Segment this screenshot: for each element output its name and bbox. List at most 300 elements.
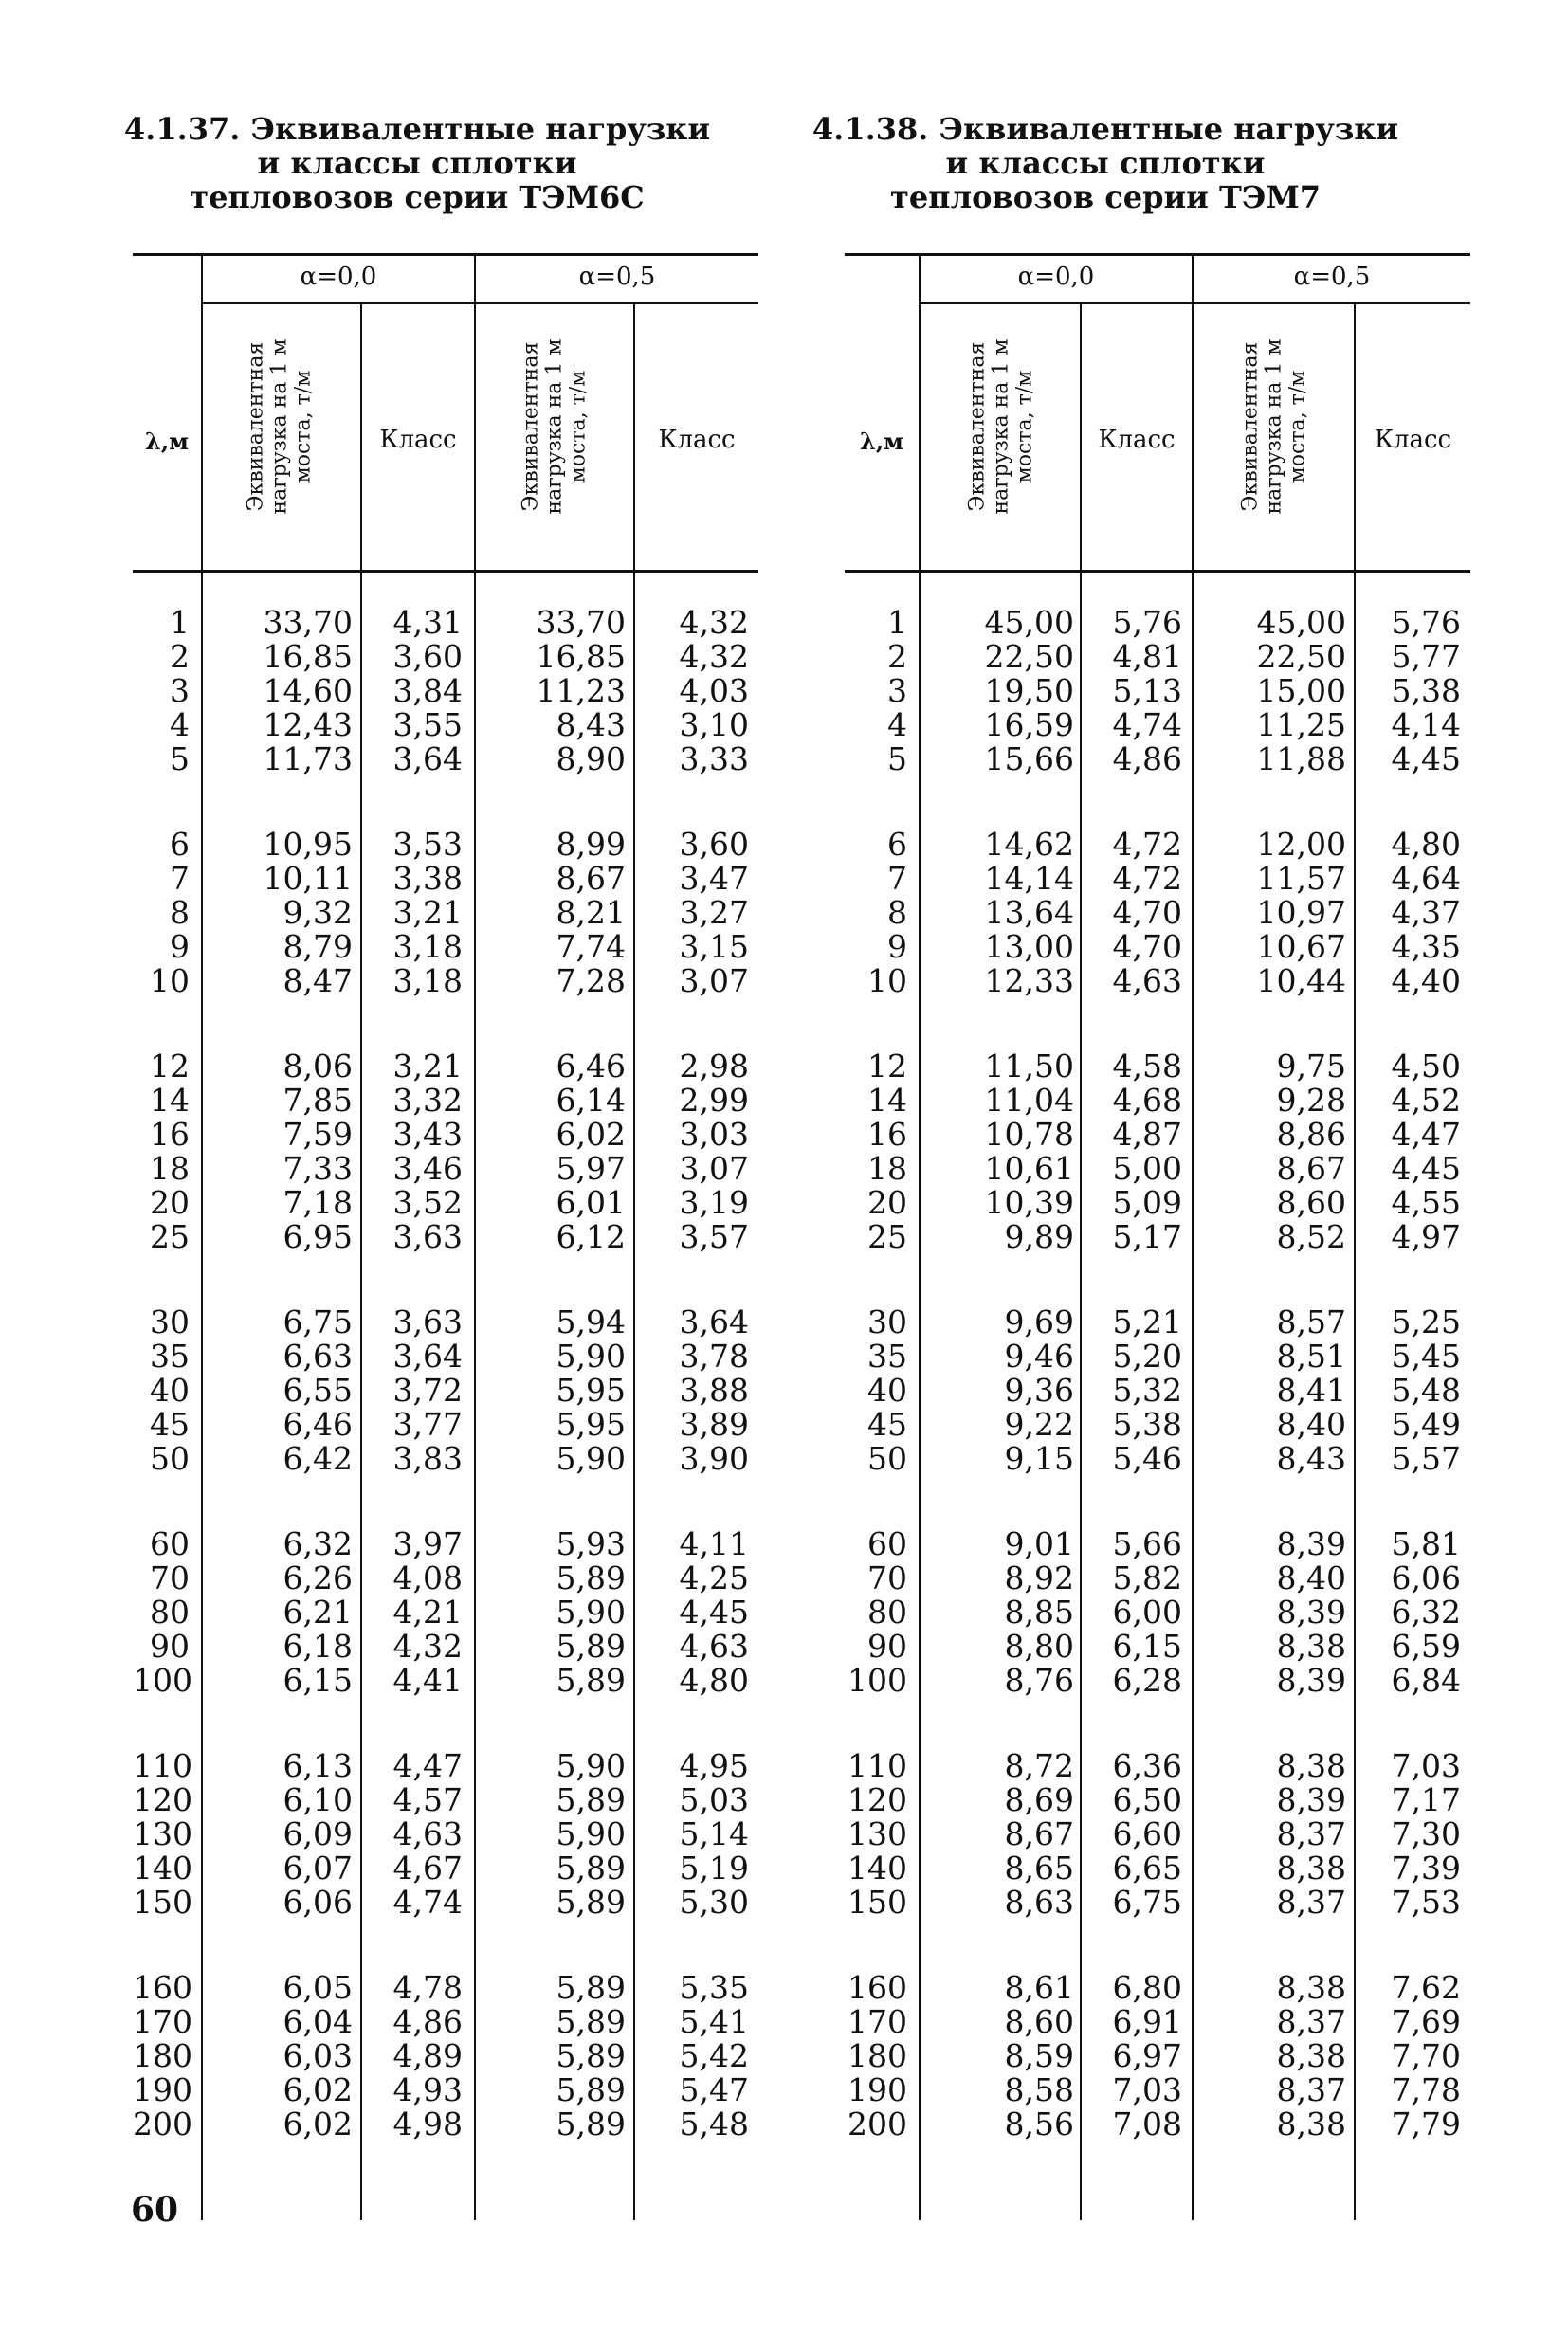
equiv-load-a05-cell: 8,21: [556, 894, 626, 931]
class-a0-cell: 4,68: [1112, 1082, 1182, 1119]
class-a0-cell: 3,64: [392, 1338, 463, 1375]
equiv-load-a05-cell: 16,85: [536, 638, 626, 675]
span-cell: 30: [867, 1304, 907, 1340]
class-a0-cell: 5,09: [1112, 1184, 1182, 1221]
class-a0-cell: 3,97: [392, 1525, 463, 1562]
class-a05-cell: 3,64: [679, 1304, 749, 1340]
class-a05-cell: 5,47: [679, 2071, 749, 2108]
table-row: [133, 896, 758, 930]
table-row: [845, 1749, 1470, 1783]
class-a05-cell: 6,06: [1391, 1559, 1461, 1596]
class-header: Класс: [1098, 426, 1176, 454]
table-row: [845, 2039, 1470, 2073]
span-cell: 200: [133, 2106, 192, 2142]
equiv-load-a05-cell: 8,38: [1276, 1628, 1346, 1665]
class-a05-cell: 3,57: [679, 1218, 749, 1255]
table-row: [133, 1561, 758, 1595]
span-cell: 6: [887, 826, 907, 863]
span-cell: 35: [150, 1338, 190, 1375]
table-tem6s: [133, 253, 758, 2220]
class-a05-cell: 5,41: [679, 2003, 749, 2040]
class-a0-cell: 4,58: [1112, 1048, 1182, 1085]
equiv-load-a05-cell: 5,89: [556, 1850, 626, 1887]
equiv-load-a05-cell: 8,38: [1276, 1969, 1346, 2006]
table-row: [845, 1340, 1470, 1374]
header-bottom-rule: [845, 570, 1470, 573]
table-row: [133, 1527, 758, 1561]
table-row: [133, 1630, 758, 1664]
table-row: [133, 2039, 758, 2073]
class-a05-cell: 4,55: [1391, 1184, 1461, 1221]
equiv-load-a05-cell: 5,90: [556, 1747, 626, 1784]
equiv-load-a0-cell: 9,36: [1004, 1372, 1074, 1409]
class-a05-cell: 3,90: [679, 1440, 749, 1477]
equiv-load-a05-cell: 5,89: [556, 2071, 626, 2108]
class-a0-cell: 3,53: [392, 826, 463, 863]
row-group: [845, 1049, 1470, 1254]
span-cell: 18: [867, 1150, 907, 1187]
span-cell: 120: [133, 1781, 192, 1818]
equiv-load-a05-cell: 8,39: [1276, 1594, 1346, 1631]
class-a0-cell: 5,13: [1112, 672, 1182, 709]
class-a05-cell: 6,32: [1391, 1594, 1461, 1631]
class-a05-cell: 4,45: [1391, 740, 1461, 777]
equiv-load-a0-cell: 8,76: [1004, 1662, 1074, 1699]
class-a0-cell: 4,78: [392, 1969, 463, 2006]
equiv-load-a05-cell: 8,40: [1276, 1559, 1346, 1596]
class-a0-cell: 5,66: [1112, 1525, 1182, 1562]
span-cell: 6: [170, 826, 190, 863]
class-a0-cell: 5,32: [1112, 1372, 1182, 1409]
class-a05-cell: 5,48: [679, 2106, 749, 2142]
equiv-load-a05-cell: 45,00: [1256, 604, 1346, 641]
span-cell: 170: [133, 2003, 192, 2040]
row-group: [133, 606, 758, 776]
class-a05-cell: 5,19: [679, 1850, 749, 1887]
class-a05-cell: 7,03: [1391, 1747, 1461, 1784]
class-a05-cell: 3,19: [679, 1184, 749, 1221]
class-a0-cell: 5,00: [1112, 1150, 1182, 1187]
equiv-load-a05-cell: 9,75: [1276, 1048, 1346, 1085]
equiv-load-header: Эквивалентная нагрузка на 1 м моста, т/м: [1238, 338, 1310, 515]
class-a0-cell: 6,28: [1112, 1662, 1182, 1699]
equiv-load-a0-cell: 33,70: [263, 604, 353, 641]
equiv-load-a0-cell: 9,69: [1004, 1304, 1074, 1340]
span-cell: 40: [867, 1372, 907, 1409]
equiv-load-a0-cell: 6,02: [283, 2071, 353, 2108]
class-a0-cell: 6,80: [1112, 1969, 1182, 2006]
class-a0-cell: 4,21: [392, 1594, 463, 1631]
class-a0-cell: 4,86: [1112, 740, 1182, 777]
class-a05-cell: 3,88: [679, 1372, 749, 1409]
class-a05-cell: 4,32: [679, 604, 749, 641]
span-cell: 200: [848, 2106, 907, 2142]
table-row: [845, 640, 1470, 674]
span-cell: 14: [867, 1082, 907, 1119]
equiv-load-a05-cell: 11,88: [1256, 740, 1346, 777]
equiv-load-a05-cell: 8,86: [1276, 1116, 1346, 1153]
class-a05-cell: 4,95: [679, 1747, 749, 1784]
table-row: [845, 1220, 1470, 1254]
span-cell: 1: [887, 604, 907, 641]
class-a05-cell: 4,35: [1391, 928, 1461, 965]
equiv-load-a05-cell: 5,89: [556, 1628, 626, 1665]
table-row: [845, 1664, 1470, 1698]
table-body: [133, 606, 758, 2193]
equiv-load-a0-cell: 10,78: [984, 1116, 1074, 1153]
class-a05-cell: 2,99: [679, 1082, 749, 1119]
table-row: [133, 1152, 758, 1186]
class-a0-cell: 4,63: [1112, 962, 1182, 999]
span-cell: 8: [170, 894, 190, 931]
table-row: [845, 1630, 1470, 1664]
equiv-load-a05-cell: 5,90: [556, 1594, 626, 1631]
class-a05-cell: 7,53: [1391, 1884, 1461, 1921]
equiv-load-a05-cell: 5,90: [556, 1338, 626, 1375]
table-row: [845, 1152, 1470, 1186]
class-a0-cell: 3,55: [392, 706, 463, 743]
equiv-load-a0-cell: 9,46: [1004, 1338, 1074, 1375]
class-a0-cell: 4,32: [392, 1628, 463, 1665]
class-a05-cell: 3,89: [679, 1406, 749, 1443]
class-a0-cell: 4,41: [392, 1662, 463, 1699]
span-cell: 60: [150, 1525, 190, 1562]
class-a0-cell: 4,74: [392, 1884, 463, 1921]
span-cell: 16: [150, 1116, 190, 1153]
span-cell: 2: [887, 638, 907, 675]
equiv-load-a05-cell: 5,95: [556, 1406, 626, 1443]
equiv-load-a05-cell: 8,40: [1276, 1406, 1346, 1443]
equiv-load-a0-cell: 45,00: [984, 604, 1074, 641]
equiv-load-a0-cell: 8,58: [1004, 2071, 1074, 2108]
caption-line: тепловозов серии ТЭМ6С: [190, 179, 645, 215]
class-a0-cell: 3,52: [392, 1184, 463, 1221]
span-cell: 190: [848, 2071, 907, 2108]
class-a0-cell: 3,18: [392, 962, 463, 999]
equiv-load-a05-cell: 8,51: [1276, 1338, 1346, 1375]
span-cell: 7: [170, 860, 190, 897]
class-a0-cell: 4,72: [1112, 860, 1182, 897]
table-row: [133, 1340, 758, 1374]
equiv-load-a05-cell: 5,89: [556, 1559, 626, 1596]
class-a0-cell: 6,75: [1112, 1884, 1182, 1921]
equiv-load-a0-cell: 8,63: [1004, 1884, 1074, 1921]
class-a05-cell: 5,81: [1391, 1525, 1461, 1562]
span-cell: 130: [848, 1815, 907, 1852]
equiv-load-a0-cell: 22,50: [984, 638, 1074, 675]
table-row: [845, 1084, 1470, 1118]
equiv-load-header: Эквивалентная нагрузка на 1 м моста, т/м: [519, 338, 591, 515]
class-a05-cell: 3,03: [679, 1116, 749, 1153]
equiv-load-a0-cell: 6,75: [283, 1304, 353, 1340]
class-a05-cell: 5,35: [679, 1969, 749, 2006]
class-a05-cell: 3,27: [679, 894, 749, 931]
class-a05-cell: 4,45: [679, 1594, 749, 1631]
class-a0-cell: 6,60: [1112, 1815, 1182, 1852]
equiv-load-a05-cell: 5,93: [556, 1525, 626, 1562]
equiv-load-a0-cell: 11,73: [263, 740, 353, 777]
equiv-load-a05-cell: 8,38: [1276, 1747, 1346, 1784]
equiv-load-a0-cell: 6,05: [283, 1969, 353, 2006]
equiv-load-a0-cell: 12,43: [263, 706, 353, 743]
table-row: [845, 1442, 1470, 1476]
span-cell: 7: [887, 860, 907, 897]
equiv-load-a05-cell: 12,00: [1256, 826, 1346, 863]
span-cell: 25: [867, 1218, 907, 1255]
table-top-rule: [845, 253, 1470, 256]
row-group: [845, 1305, 1470, 1476]
row-group: [133, 1305, 758, 1476]
equiv-load-a05-cell: 8,90: [556, 740, 626, 777]
class-a0-cell: 5,17: [1112, 1218, 1182, 1255]
span-cell: 130: [133, 1815, 192, 1852]
class-a05-cell: 7,78: [1391, 2071, 1461, 2108]
equiv-load-a05-cell: 5,97: [556, 1150, 626, 1187]
class-a0-cell: 6,91: [1112, 2003, 1182, 2040]
class-a0-cell: 4,31: [392, 604, 463, 641]
caption-line: и классы сплотки: [257, 145, 577, 181]
span-cell: 45: [867, 1406, 907, 1443]
class-a05-cell: 4,63: [679, 1628, 749, 1665]
class-a05-cell: 3,15: [679, 928, 749, 965]
equiv-load-a05-cell: 6,12: [556, 1218, 626, 1255]
span-cell: 70: [150, 1559, 190, 1596]
equiv-load-a05-cell: 6,02: [556, 1116, 626, 1153]
equiv-load-a0-cell: 6,09: [283, 1815, 353, 1852]
equiv-load-a0-cell: 9,15: [1004, 1440, 1074, 1477]
span-cell: 80: [150, 1594, 190, 1631]
table-row: [845, 1118, 1470, 1152]
span-cell: 40: [150, 1372, 190, 1409]
equiv-load-a05-cell: 7,28: [556, 962, 626, 999]
class-a0-cell: 4,47: [392, 1747, 463, 1784]
span-cell: 3: [887, 672, 907, 709]
equiv-load-a05-cell: 5,89: [556, 2106, 626, 2142]
equiv-load-a0-cell: 13,64: [984, 894, 1074, 931]
span-cell: 110: [848, 1747, 907, 1784]
header-bottom-rule: [133, 570, 758, 573]
equiv-load-a05-cell: 5,95: [556, 1372, 626, 1409]
table-row: [133, 1595, 758, 1630]
class-a05-cell: 3,07: [679, 1150, 749, 1187]
table-row: [845, 1374, 1470, 1408]
table-row: [845, 964, 1470, 998]
class-a05-cell: 3,78: [679, 1338, 749, 1375]
equiv-load-header: Эквивалентная нагрузка на 1 м моста, т/м: [244, 338, 316, 515]
table-row: [133, 1817, 758, 1851]
equiv-load-a0-cell: 7,18: [283, 1184, 353, 1221]
span-cell: 35: [867, 1338, 907, 1375]
lambda-header: λ,м: [859, 428, 904, 455]
class-a05-cell: 7,62: [1391, 1969, 1461, 2006]
caption-line: 4.1.37. Эквивалентные нагрузки: [123, 111, 711, 147]
class-a05-cell: 4,37: [1391, 894, 1461, 931]
alpha-05-header: α=0,5: [578, 263, 656, 291]
class-a0-cell: 5,21: [1112, 1304, 1182, 1340]
class-a05-cell: 5,45: [1391, 1338, 1461, 1375]
span-cell: 120: [848, 1781, 907, 1818]
class-a0-cell: 4,57: [392, 1781, 463, 1818]
span-cell: 4: [170, 706, 190, 743]
class-a0-cell: 3,77: [392, 1406, 463, 1443]
table-row: [133, 1305, 758, 1340]
class-a0-cell: 7,03: [1112, 2071, 1182, 2108]
equiv-load-a05-cell: 15,00: [1256, 672, 1346, 709]
equiv-load-a05-cell: 5,90: [556, 1815, 626, 1852]
equiv-load-a05-cell: 8,99: [556, 826, 626, 863]
equiv-load-a05-cell: 5,89: [556, 1969, 626, 2006]
table-row: [845, 2005, 1470, 2039]
table-top-rule: [133, 253, 758, 256]
class-a0-cell: 3,43: [392, 1116, 463, 1153]
span-cell: 20: [867, 1184, 907, 1221]
caption-line: тепловозов серии ТЭМ7: [889, 179, 1321, 215]
table-row: [133, 1886, 758, 1920]
span-cell: 150: [848, 1884, 907, 1921]
table-row: [133, 862, 758, 896]
table-row: [133, 708, 758, 742]
table-row: [133, 1971, 758, 2005]
table-row: [133, 674, 758, 708]
equiv-load-a05-cell: 8,37: [1276, 2003, 1346, 2040]
span-cell: 150: [133, 1884, 192, 1921]
equiv-load-a05-cell: 8,43: [1276, 1440, 1346, 1477]
equiv-load-a0-cell: 10,39: [984, 1184, 1074, 1221]
span-cell: 50: [150, 1440, 190, 1477]
span-cell: 25: [150, 1218, 190, 1255]
table-row: [845, 862, 1470, 896]
span-cell: 45: [150, 1406, 190, 1443]
equiv-load-a0-cell: 11,50: [984, 1048, 1074, 1085]
class-a05-cell: 5,25: [1391, 1304, 1461, 1340]
span-cell: 90: [150, 1628, 190, 1665]
equiv-load-a0-cell: 8,85: [1004, 1594, 1074, 1631]
equiv-load-a0-cell: 7,33: [283, 1150, 353, 1187]
equiv-load-a0-cell: 6,02: [283, 2106, 353, 2142]
equiv-load-a05-cell: 5,89: [556, 2003, 626, 2040]
alpha-0-header: α=0,0: [1017, 263, 1095, 291]
class-a05-cell: 2,98: [679, 1048, 749, 1085]
equiv-load-a05-cell: 5,89: [556, 1884, 626, 1921]
class-a0-cell: 4,67: [392, 1850, 463, 1887]
table-row: [133, 1783, 758, 1817]
equiv-load-a0-cell: 6,10: [283, 1781, 353, 1818]
table-caption-4-1-37: [76, 112, 758, 214]
equiv-load-a05-cell: 6,14: [556, 1082, 626, 1119]
equiv-load-a05-cell: 10,44: [1256, 962, 1346, 999]
span-cell: 70: [867, 1559, 907, 1596]
span-cell: 30: [150, 1304, 190, 1340]
class-a0-cell: 5,20: [1112, 1338, 1182, 1375]
row-group: [133, 1749, 758, 1920]
table-row: [133, 2073, 758, 2107]
class-a0-cell: 5,82: [1112, 1559, 1182, 1596]
table-row: [845, 2107, 1470, 2142]
equiv-load-a0-cell: 6,21: [283, 1594, 353, 1631]
equiv-load-a05-cell: 22,50: [1256, 638, 1346, 675]
equiv-load-a05-cell: 8,38: [1276, 1850, 1346, 1887]
table-row: [845, 1817, 1470, 1851]
equiv-load-a05-cell: 33,70: [536, 604, 626, 641]
equiv-load-a0-cell: 11,04: [984, 1082, 1074, 1119]
class-a05-cell: 4,25: [679, 1559, 749, 1596]
alpha-rule: [919, 302, 1470, 304]
span-cell: 3: [170, 672, 190, 709]
equiv-load-a0-cell: 16,59: [984, 706, 1074, 743]
class-a05-cell: 4,45: [1391, 1150, 1461, 1187]
class-a0-cell: 3,63: [392, 1304, 463, 1340]
equiv-load-a0-cell: 6,26: [283, 1559, 353, 1596]
table-row: [133, 964, 758, 998]
class-a0-cell: 4,87: [1112, 1116, 1182, 1153]
table-row: [845, 674, 1470, 708]
table-row: [133, 606, 758, 640]
table-row: [845, 606, 1470, 640]
table-row: [133, 1851, 758, 1886]
table-row: [845, 1305, 1470, 1340]
span-cell: 180: [848, 2037, 907, 2074]
equiv-load-a05-cell: 5,90: [556, 1440, 626, 1477]
class-a0-cell: 4,86: [392, 2003, 463, 2040]
class-a05-cell: 4,64: [1391, 860, 1461, 897]
equiv-load-a0-cell: 12,33: [984, 962, 1074, 999]
table-row: [845, 708, 1470, 742]
equiv-load-a0-cell: 9,89: [1004, 1218, 1074, 1255]
table-row: [133, 828, 758, 862]
row-group: [133, 1049, 758, 1254]
equiv-load-a0-cell: 6,06: [283, 1884, 353, 1921]
span-cell: 160: [848, 1969, 907, 2006]
table-row: [845, 1851, 1470, 1886]
class-a05-cell: 4,03: [679, 672, 749, 709]
span-cell: 5: [170, 740, 190, 777]
span-cell: 180: [133, 2037, 192, 2074]
alpha-05-header: α=0,5: [1293, 263, 1371, 291]
equiv-load-a05-cell: 11,57: [1256, 860, 1346, 897]
equiv-load-a05-cell: 5,94: [556, 1304, 626, 1340]
table-row: [133, 2107, 758, 2142]
class-a05-cell: 6,84: [1391, 1662, 1461, 1699]
equiv-load-a05-cell: 8,52: [1276, 1218, 1346, 1255]
equiv-load-a05-cell: 8,39: [1276, 1781, 1346, 1818]
equiv-load-a0-cell: 7,59: [283, 1116, 353, 1153]
span-cell: 160: [133, 1969, 192, 2006]
span-cell: 170: [848, 2003, 907, 2040]
class-a05-cell: 3,47: [679, 860, 749, 897]
equiv-load-a0-cell: 8,06: [283, 1048, 353, 1085]
span-cell: 80: [867, 1594, 907, 1631]
table-row: [133, 1374, 758, 1408]
span-cell: 18: [150, 1150, 190, 1187]
class-a05-cell: 4,80: [1391, 826, 1461, 863]
equiv-load-a0-cell: 6,15: [283, 1662, 353, 1699]
class-a0-cell: 4,72: [1112, 826, 1182, 863]
class-a05-cell: 4,80: [679, 1662, 749, 1699]
table-row: [845, 742, 1470, 776]
span-cell: 5: [887, 740, 907, 777]
span-cell: 110: [133, 1747, 192, 1784]
table-row: [133, 1049, 758, 1084]
class-a05-cell: 4,47: [1391, 1116, 1461, 1153]
equiv-load-a0-cell: 19,50: [984, 672, 1074, 709]
class-a0-cell: 4,63: [392, 1815, 463, 1852]
table-row: [845, 1886, 1470, 1920]
equiv-load-a05-cell: 8,37: [1276, 2071, 1346, 2108]
lambda-header: λ,м: [144, 428, 190, 455]
class-a0-cell: 6,00: [1112, 1594, 1182, 1631]
equiv-load-a0-cell: 16,85: [263, 638, 353, 675]
equiv-load-a0-cell: 10,95: [263, 826, 353, 863]
